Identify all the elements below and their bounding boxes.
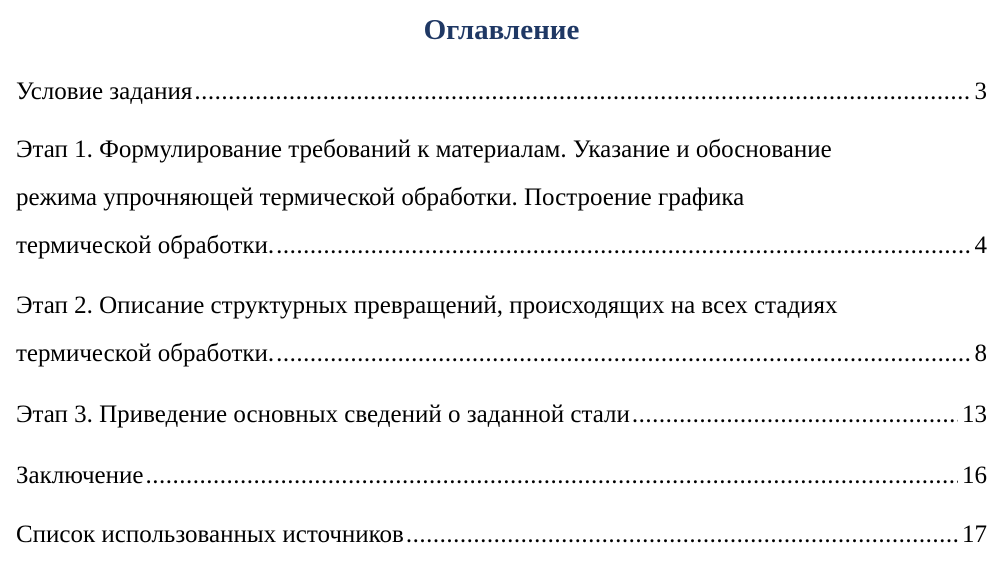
toc-entry-stage-3[interactable] [16, 391, 987, 439]
toc-entry-line [16, 68, 987, 116]
dot-leader [146, 452, 959, 500]
toc-page-number: 4 [974, 232, 987, 259]
toc-entry-conclusion[interactable] [16, 452, 987, 500]
toc-entry-line [16, 330, 987, 378]
toc-entry-text: Этап 1. Формулирование требований к материалам. Указание и обоснование [16, 136, 832, 163]
toc-entry-stage-2[interactable] [16, 282, 987, 378]
toc-entry-text: термической обработки. [16, 232, 275, 259]
toc-page-number: 3 [974, 78, 987, 105]
toc-entry-text: Этап 3. Приведение основных сведений о заданной стали [16, 401, 630, 428]
dot-leader [276, 222, 970, 270]
toc-entry-line [16, 391, 987, 439]
dot-leader [406, 511, 958, 559]
toc-page-number: 13 [962, 401, 987, 428]
toc-heading: Оглавление [423, 14, 580, 46]
toc-entry-task-conditions[interactable] [16, 68, 987, 116]
toc-entry-text: Заключение [16, 462, 144, 489]
toc-entry-line [16, 222, 987, 270]
toc-entry-text: режима упрочняющей термической обработки. Построение графика [16, 184, 745, 211]
toc-entry-references[interactable] [16, 511, 987, 559]
dot-leader [632, 391, 958, 439]
toc-page-number: 8 [974, 340, 987, 367]
toc-entry-text: Условие задания [16, 78, 193, 105]
toc-entry-text: термической обработки. [16, 340, 275, 367]
dot-leader [276, 330, 970, 378]
toc-page-number: 17 [962, 521, 987, 548]
dot-leader [194, 68, 970, 116]
toc-entry-stage-1[interactable] [16, 126, 987, 270]
toc-page-number: 16 [962, 462, 987, 489]
toc-entry-line [16, 452, 987, 500]
toc-entry-text: Этап 2. Описание структурных превращений, происходящих на всех стадиях [16, 292, 838, 319]
toc-entry-text: Список использованных источников [16, 521, 404, 548]
table-of-contents [16, 68, 987, 559]
toc-entry-line [16, 511, 987, 559]
